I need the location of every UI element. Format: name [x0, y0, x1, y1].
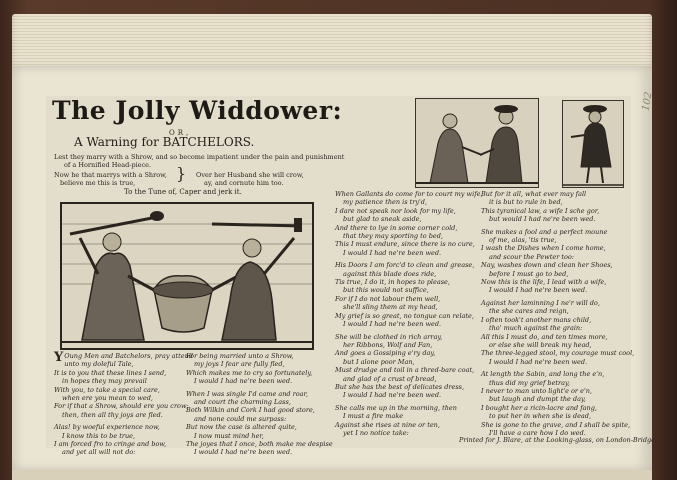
verse-text: but this would not suffice, — [343, 286, 429, 295]
verse-stanza — [335, 404, 483, 438]
verse-line — [481, 215, 634, 223]
verse-text: unto my doleful Tale, — [64, 360, 134, 369]
tune-brace: } — [176, 164, 187, 183]
verse-text: before I must go to bed, — [489, 269, 569, 278]
verse-stanza — [335, 333, 483, 400]
verse-line — [335, 366, 483, 374]
verse-line — [335, 358, 483, 366]
verse-text: but glad to sneak aside, — [343, 215, 422, 224]
verse-line — [481, 253, 634, 261]
verse-line — [186, 390, 333, 398]
verse-line — [481, 261, 634, 269]
verse-text: then, then all thy joys are fled. — [62, 410, 163, 419]
verse-text: thus did my grief betray, — [489, 378, 570, 387]
verse-line — [335, 391, 483, 399]
verse-line — [335, 295, 483, 303]
verse-text: My grief is so great, no tongue can relate, — [335, 311, 474, 320]
verse-line — [481, 244, 634, 252]
verse-text: to put her in when she is dead, — [489, 412, 592, 421]
verse-text: she'll sling them at my head, — [343, 303, 438, 312]
tune-left — [54, 171, 167, 187]
verse-text: Against she rises at nine or ten, — [335, 420, 440, 429]
verse-text: I am forced fro to cringe and bow, — [54, 440, 167, 449]
verse-line — [335, 232, 483, 240]
verse-line — [335, 303, 483, 311]
verse-line — [335, 198, 483, 206]
verse-text: Both Wilkin and Cork I had good store, — [186, 406, 315, 415]
verse-line — [54, 448, 193, 456]
verse-text: I would I had ne're been wed. — [489, 286, 588, 295]
verse-line — [481, 270, 634, 278]
verse-line — [481, 299, 634, 307]
verse-line — [54, 402, 193, 410]
verse-line — [186, 406, 333, 414]
tune-line: Over her Husband she will crow, — [196, 171, 304, 179]
verse-line — [335, 207, 483, 215]
verse-text: His Doors I am forc'd to clean and grease, — [335, 261, 475, 270]
tune-line: believe me this is true, — [60, 179, 136, 187]
lead-line: Lest they marry with a Shrow, and so become impatient under the pain and punishment — [54, 153, 345, 161]
verse-line — [481, 395, 634, 403]
verse-text: my patience then is try'd, — [343, 198, 427, 207]
verse-text: But for it all, what ever may fall — [481, 190, 587, 198]
verse-line — [335, 341, 483, 349]
verse-text: but I alone poor Man, — [343, 357, 415, 366]
verse-text: The three-legged stool, my courage must cool, — [481, 349, 635, 358]
woodcut-gentleman-image — [563, 101, 623, 187]
verse-line — [335, 312, 483, 320]
verse-stanza — [186, 390, 333, 457]
verse-line — [54, 386, 193, 394]
verse-text: and none could me surpass: — [194, 414, 287, 423]
ballad-left-half — [46, 96, 345, 457]
ballad-or: OR, — [169, 129, 192, 137]
verse-text: But she has the best of delicates dress, — [335, 382, 465, 391]
verse-text: or else she will break my head, — [489, 340, 592, 349]
tune-line: Now he that marrys with a Shrow, — [54, 171, 167, 179]
verse-text: And goes a Gossiping e'ry day, — [335, 349, 436, 358]
verse-text: The joyes that I once, both make me despise — [186, 440, 333, 449]
verse-line — [481, 198, 634, 206]
verse-text: I now must mind her, — [194, 431, 264, 440]
verse-text: I know this to be true, — [62, 431, 136, 440]
verse-text: For being married unto a Shrow, — [186, 352, 294, 360]
verse-line — [481, 370, 634, 378]
verse-line — [481, 286, 634, 294]
verse-line — [335, 240, 483, 248]
verse-line — [481, 236, 634, 244]
verse-line — [481, 404, 634, 412]
verse-text: Nay, washes down and clean her Shoes, — [481, 261, 613, 270]
verse-line — [54, 440, 193, 448]
verse-line — [186, 398, 333, 406]
verse-line — [186, 432, 333, 440]
verse-line — [54, 369, 193, 377]
verse-line — [186, 360, 333, 368]
verse-line — [335, 249, 483, 257]
verse-text: Alas! by woeful experience now, — [54, 423, 160, 432]
verse-line — [335, 404, 483, 412]
verse-text: I would I had ne're been wed. — [343, 320, 442, 329]
verse-line — [481, 207, 634, 215]
verse-text: Oung Men and Batchelors, pray attend — [64, 352, 193, 360]
verse-line — [481, 358, 634, 366]
ballad-lead — [54, 153, 345, 169]
verse-line — [335, 270, 483, 278]
verse-line — [335, 375, 483, 383]
ballad-title: The Jolly Widdower: — [52, 96, 343, 125]
verse-line — [54, 360, 193, 368]
verse-text: but laugh and dumpt the day, — [489, 395, 586, 404]
verse-column-4 — [481, 190, 634, 441]
verse-line — [481, 228, 634, 236]
verse-line — [186, 423, 333, 431]
verse-text: This tyranical law, a wife I sche gor, — [481, 206, 600, 215]
verse-text: She is gone to the grave, and I shall be spite, — [481, 420, 631, 429]
verse-text: For if that a Shrow, should ere you crow; — [54, 402, 189, 411]
verse-text: All this I must do, and ten times more, — [481, 332, 608, 341]
verse-line — [186, 369, 333, 377]
printer-imprint: Printed for J. Blare, at the Looking-glass, on London-Bridge. — [459, 436, 658, 444]
verse-line — [186, 352, 333, 360]
verse-stanza — [186, 352, 333, 386]
pencil-page-number: 102 — [640, 91, 655, 112]
verse-text: When I was single I'd came and roar, — [186, 389, 309, 398]
woodcut-quarrel-image — [62, 204, 312, 348]
verse-line — [481, 421, 634, 429]
tune-right — [196, 171, 304, 187]
verse-line — [335, 286, 483, 294]
tune-line: ay, and cornute him too. — [204, 179, 284, 187]
verse-text: but would I had ne're been wed. — [489, 215, 596, 224]
verse-line — [335, 215, 483, 223]
verse-line — [186, 377, 333, 385]
verse-text: tho' much against the grain: — [489, 324, 583, 333]
verse-text: Now this is the life, I lead with a wife, — [481, 278, 607, 287]
verse-stanza — [54, 352, 193, 419]
verse-line — [481, 324, 634, 332]
verse-text: She calls me up in the morning, then — [335, 403, 457, 412]
verse-text: her Ribbons, Wolf and Fan, — [343, 340, 433, 349]
verse-line — [54, 394, 193, 402]
verse-text: it is but to rule in bed, — [489, 198, 563, 207]
verse-line — [335, 261, 483, 269]
verse-column-1 — [54, 352, 193, 461]
verse-line — [481, 190, 634, 198]
verse-text: and yet all will not do: — [62, 448, 136, 457]
verse-column-3 — [335, 190, 483, 441]
verse-line — [335, 224, 483, 232]
verse-line — [54, 411, 193, 419]
verse-stanza — [481, 190, 634, 224]
verse-text: And there to lye in some corner cold, — [335, 223, 458, 232]
verse-line — [54, 432, 193, 440]
verse-stanza — [335, 190, 483, 257]
verse-line — [481, 307, 634, 315]
verse-column-2 — [186, 352, 333, 461]
verse-text: With you, to take a special care, — [54, 385, 160, 394]
verse-line — [335, 421, 483, 429]
verse-text: For if I do not labour them well, — [335, 294, 441, 303]
ballad-subtitle: A Warning for BATCHELORS. — [74, 135, 255, 149]
verse-text: But now the case is altered quite, — [186, 423, 297, 432]
verse-text: and scour the Pewter too: — [489, 252, 575, 261]
lead-line: of a Hornified Head-piece. — [64, 161, 152, 169]
verse-text: that they may sporting to bed, — [343, 232, 443, 241]
verse-line — [481, 333, 634, 341]
verse-line — [335, 383, 483, 391]
drop-capital: Y — [54, 350, 64, 365]
verse-text: Against her laminning I ne'r will do, — [481, 298, 600, 307]
verse-text: This I must endure, since there is no cure, — [335, 240, 475, 249]
verse-text: and glad of a crust of bread, — [343, 374, 437, 383]
tune-name: To the Tune of, Caper and jerk it. — [124, 188, 242, 196]
verse-text: I wash the Dishes when I come home, — [481, 244, 606, 253]
verse-line — [186, 415, 333, 423]
verse-line — [186, 440, 333, 448]
verse-line — [54, 377, 193, 385]
verse-line — [481, 379, 634, 387]
verse-text: my joys I fear are fully fled, — [194, 360, 285, 369]
verse-text: I would I had ne're been wed. — [489, 357, 588, 366]
verse-line — [335, 320, 483, 328]
verse-text: yet I no notice take: — [343, 428, 409, 437]
verse-line — [481, 349, 634, 357]
verse-stanza — [335, 261, 483, 328]
verse-text: She makes a fool and a perfect moune — [481, 227, 608, 236]
verse-text: of me, alas, 'tis true, — [489, 236, 557, 245]
verse-line — [481, 387, 634, 395]
verse-line — [335, 190, 483, 198]
verse-text: I dare not speak nor look for my life, — [335, 206, 456, 215]
woodcut-quarrel — [60, 202, 314, 350]
page-foot — [12, 470, 652, 480]
verse-line — [335, 333, 483, 341]
verse-text: in hopes they may prevail — [62, 377, 147, 386]
verse-line — [54, 423, 193, 431]
verse-text: When Gallants do come for to court my wife, — [335, 190, 483, 198]
verse-line — [335, 412, 483, 420]
verse-stanza — [481, 370, 634, 437]
verse-text: against this blade does ride, — [343, 269, 437, 278]
woodcut-couple-image — [416, 99, 538, 187]
verse-line — [481, 278, 634, 286]
verse-text: I must a fire make — [343, 412, 404, 421]
verse-text: I often took't another mans child, — [481, 315, 592, 324]
page-edges — [12, 14, 652, 74]
woodcut-couple — [415, 98, 539, 188]
verse-text: Must drudge and toil in a thred-bare coat, — [335, 366, 475, 375]
verse-line — [335, 278, 483, 286]
verse-text: I would I had ne're been wed. — [343, 391, 442, 400]
verse-text: I would I had ne're been wed. — [343, 248, 442, 257]
verse-text: I never to man unto light'e or e'n, — [481, 386, 592, 395]
verse-stanza — [481, 228, 634, 295]
verse-line — [481, 341, 634, 349]
verse-text: when ere you mean to wed, — [62, 394, 153, 403]
verse-stanza — [54, 423, 193, 457]
verse-line — [481, 412, 634, 420]
verse-text: I would I had ne're been wed. — [194, 377, 293, 386]
verse-line — [481, 316, 634, 324]
verse-text: At length the Sabin, and long the e'n, — [481, 370, 605, 379]
verse-text: the she cares and reign, — [489, 307, 569, 316]
verse-text: I would I had ne're been wed. — [194, 448, 293, 457]
woodcut-gentleman — [562, 100, 624, 188]
verse-text: Tis true, I do it, in hopes to please, — [335, 278, 450, 287]
verse-line — [186, 448, 333, 456]
verse-text: I'll have a care how I do wed. — [489, 428, 586, 437]
verse-line — [335, 349, 483, 357]
verse-text: She will be clothed in rich array, — [335, 332, 443, 341]
verse-text: and court the charming Lass, — [194, 398, 291, 407]
verse-stanza — [481, 299, 634, 366]
verse-text: It is to you that these lines I send, — [54, 368, 167, 377]
verse-text: I bought her a ricin-lacre and fang, — [481, 403, 597, 412]
verse-text: Which makes me to cry so fortunately, — [186, 368, 313, 377]
